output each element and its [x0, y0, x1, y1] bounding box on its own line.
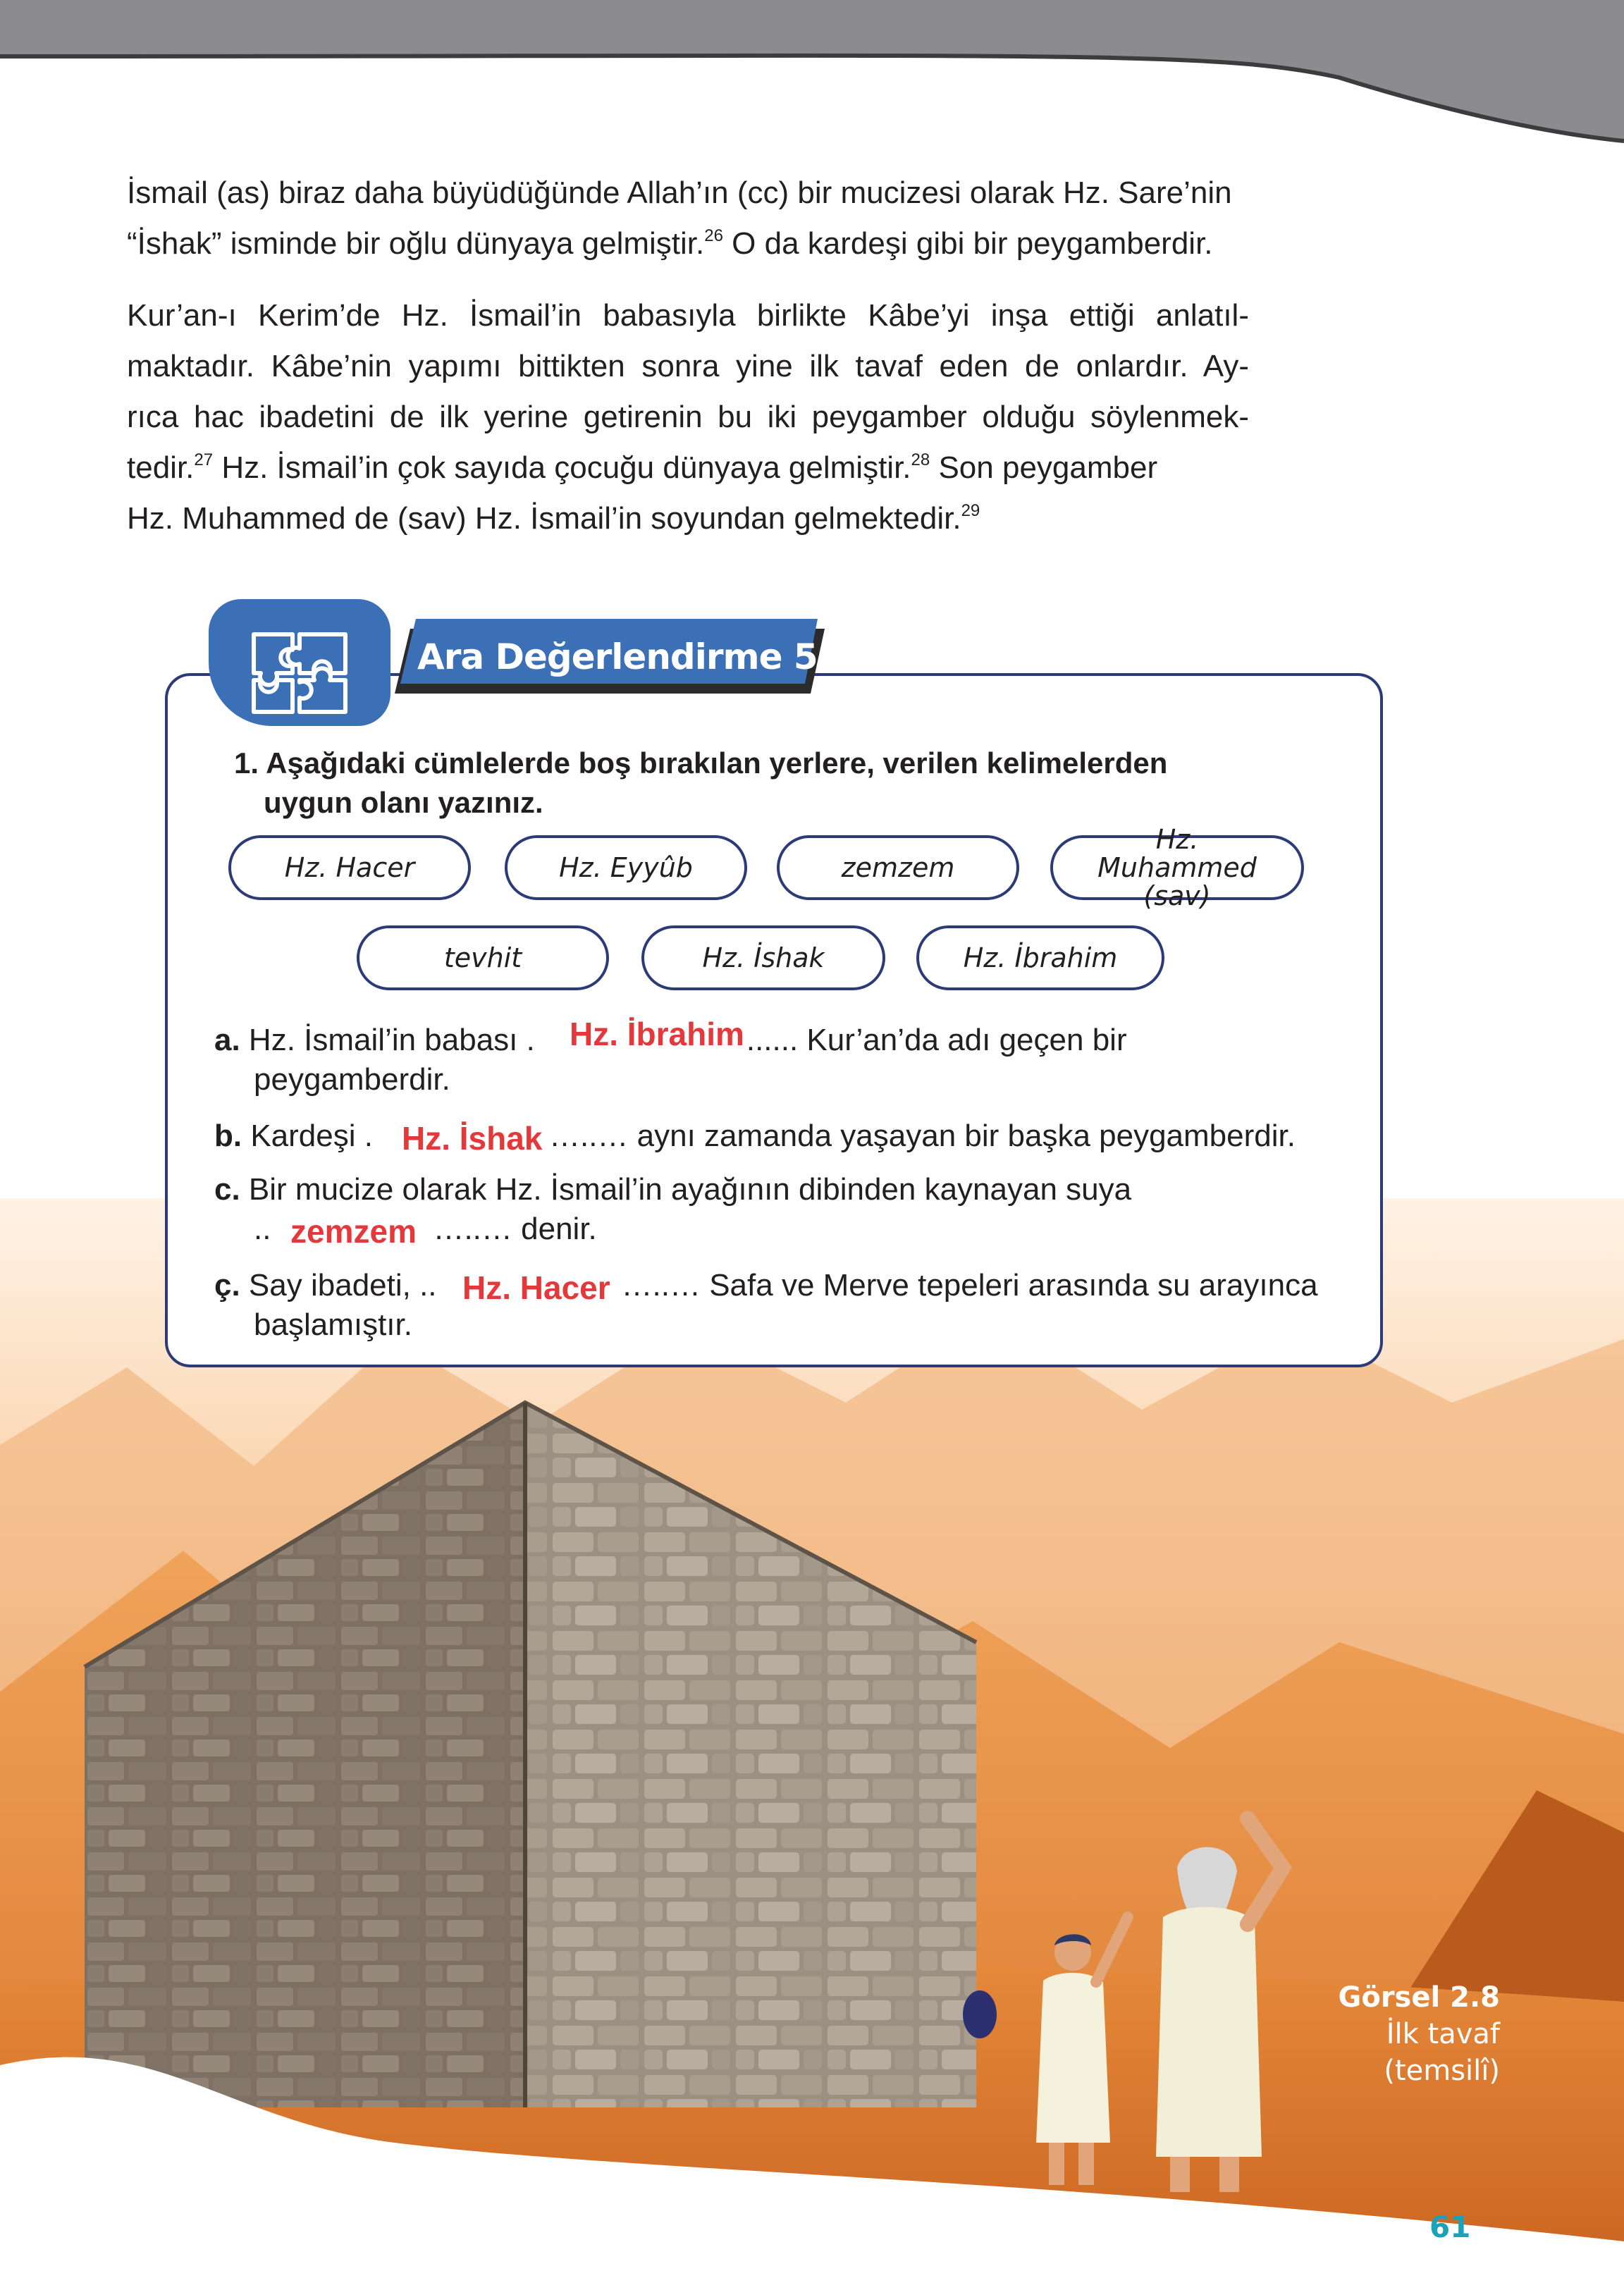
item-text: …..… aynı zamanda yaşayan bir başka peygamberdir.: [548, 1119, 1296, 1153]
filled-answer-c: zemzem: [290, 1213, 417, 1250]
section-title: Ara Değerlendirme 5: [417, 636, 818, 677]
word-chip-hz-ibrahim: Hz. İbrahim: [916, 925, 1164, 990]
word-chip-hz-ishak: Hz. İshak: [641, 925, 885, 990]
text-run: Hz. İsmail’in çok sayıda çocuğu dünyaya gelmiştir.: [213, 450, 911, 485]
question-line: uygun olanı yazınız.: [264, 786, 543, 819]
filled-answer-c-cedilla: Hz. Hacer: [462, 1269, 610, 1306]
text-run: tedir.: [127, 450, 195, 485]
item-text: peygamberdir.: [254, 1062, 450, 1097]
item-text: başlamıştır.: [254, 1307, 412, 1342]
text-line: Kur’an-ı Kerim’de Hz. İsmail’in babasıyla birlikte Kâbe’yi inşa ettiği anlatıl-: [127, 298, 1249, 333]
text-line: rıca hac ibadetini de ilk yerine getirenin bu iki peygamber olduğu söylenmek-: [127, 400, 1249, 434]
text-line: [127, 493, 1249, 544]
footnote-ref: 29: [961, 501, 980, 520]
text-line: maktadır. Kâbe’nin yapımı bittikten sonra yine ilk tavaf eden de onlardır. Ay-: [127, 349, 1249, 383]
text-run: “İshak” isminde bir oğlu dünyaya gelmiştir.: [127, 226, 705, 261]
word-chip-zemzem: zemzem: [777, 835, 1019, 900]
text-run: O da kardeşi gibi bir peygamberdir.: [722, 226, 1213, 261]
figure-caption: [1339, 1979, 1500, 2089]
word-chip-hz-eyyub: Hz. Eyyûb: [505, 835, 747, 900]
text-line: İsmail (as) biraz daha büyüdüğünde Allah’ın (cc) bir mucizesi olarak Hz. Sare’nin: [127, 176, 1232, 210]
item-text: ..: [254, 1212, 271, 1246]
item-text: Kardeşi .: [242, 1119, 373, 1153]
item-text: Bir mucize olarak Hz. İsmail’in ayağının dibinden kaynayan suya: [240, 1172, 1132, 1207]
filled-answer-a: Hz. İbrahim: [570, 1016, 744, 1052]
text-line: [127, 443, 1249, 493]
item-label: b.: [214, 1119, 242, 1153]
item-text: …..… Safa ve Merve tepeleri arasında su arayınca: [621, 1268, 1318, 1303]
figure-note: (temsilî): [1384, 2055, 1500, 2087]
text-line: [127, 218, 1249, 269]
item-text: ...... Kur’an’da adı geçen bir: [746, 1023, 1127, 1057]
figure-number: Görsel 2.8: [1338, 1981, 1500, 2014]
filled-answer-b: Hz. İshak: [402, 1120, 543, 1157]
footnote-ref: 26: [704, 226, 723, 245]
item-c-cedilla: [214, 1266, 1318, 1345]
question-line: 1. Aşağıdaki cümlelerde boş bırakılan yerlere, verilen kelimelerden: [234, 746, 1168, 780]
item-label: c.: [214, 1172, 240, 1207]
body-paragraph-2: [127, 290, 1249, 544]
footnote-ref: 28: [911, 450, 930, 469]
text-run: Son peygamber: [930, 450, 1158, 485]
item-label: ç.: [214, 1268, 240, 1303]
item-text: …..… denir.: [433, 1212, 597, 1246]
item-b: [214, 1116, 1296, 1156]
item-text: Hz. İsmail’in babası .: [240, 1023, 535, 1057]
page-number: 61: [1429, 2210, 1471, 2244]
puzzle-icon: [247, 627, 352, 719]
item-text: Say ibadeti, ..: [240, 1268, 437, 1303]
word-chip-hz-muhammed: Hz. Muhammed (sav): [1050, 835, 1304, 900]
word-chip-hz-hacer: Hz. Hacer: [228, 835, 471, 900]
text-run: Hz. Muhammed de (sav) Hz. İsmail’in soyundan gelmektedir.: [127, 501, 961, 536]
question-prompt: [234, 744, 1167, 823]
word-chip-tevhit: tevhit: [357, 925, 609, 990]
figure-title: İlk tavaf: [1386, 2018, 1500, 2050]
item-label: a.: [214, 1023, 240, 1057]
body-paragraph-1: [127, 168, 1249, 269]
footnote-ref: 27: [194, 450, 214, 469]
